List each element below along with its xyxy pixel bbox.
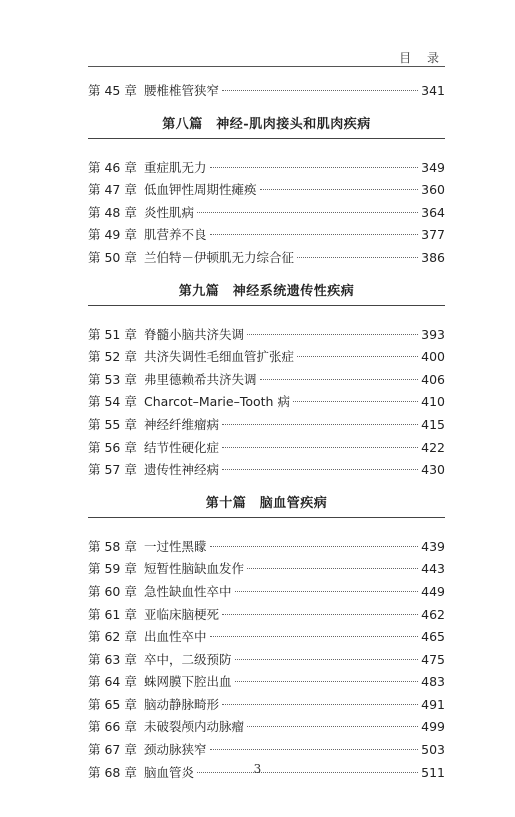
toc-entry (88, 437, 445, 460)
chapter-number: 第 57 章 (88, 462, 137, 478)
chapter-title: 急性缺血性卒中 (144, 583, 232, 599)
chapter-page-number: 393 (421, 326, 445, 342)
chapter-page-number: 415 (421, 416, 445, 432)
chapter-title: 脑动静脉畸形 (144, 696, 220, 712)
chapter-title: 出血性卒中 (144, 629, 207, 645)
chapter-title: 共济失调性毛细血管扩张症 (144, 349, 295, 365)
chapter-title: 兰伯特－伊顿肌无力综合征 (144, 249, 295, 265)
chapter-number: 第 45 章 (88, 83, 137, 98)
dot-leader (210, 546, 419, 547)
chapter-title: 蛛网膜下腔出血 (144, 674, 232, 690)
dot-leader (222, 469, 418, 470)
dot-leader (222, 424, 418, 425)
dot-leader (235, 591, 419, 592)
chapter-title: 神经纤维瘤病 (144, 416, 220, 432)
dot-leader (297, 356, 418, 357)
chapter-number: 第 54 章 (88, 394, 137, 410)
chapter-page-number: 410 (421, 394, 445, 410)
chapter-page-number: 439 (421, 538, 445, 554)
toc-entry (88, 80, 445, 103)
chapter-title: 肌营养不良 (144, 227, 207, 243)
chapter-number: 第 62 章 (88, 629, 137, 645)
dot-leader (210, 167, 419, 168)
chapter-number: 第 48 章 (88, 204, 137, 220)
chapter-number: 第 60 章 (88, 583, 137, 599)
dot-leader (235, 681, 419, 682)
chapter-title: 重症肌无力 (144, 159, 207, 175)
dot-leader (197, 212, 418, 213)
chapter-title: 脊髓小脑共济失调 (144, 326, 245, 342)
chapter-number: 第 53 章 (88, 371, 137, 387)
toc-entry (88, 536, 445, 559)
chapter-number: 第 47 章 (88, 182, 137, 198)
dot-leader (210, 234, 419, 235)
dot-leader (293, 401, 418, 402)
chapter-page-number: 499 (421, 719, 445, 735)
chapter-page-number: 475 (421, 651, 445, 667)
chapter-page-number: 386 (421, 249, 445, 265)
page-number: 3 (253, 762, 262, 776)
dot-leader (235, 659, 419, 660)
chapter-title: 亚临床脑梗死 (144, 606, 220, 622)
chapter-number: 第 46 章 (88, 159, 137, 175)
chapter-page-number: 443 (421, 561, 445, 577)
part-heading (88, 482, 445, 536)
chapter-page-number: 360 (421, 182, 445, 198)
dot-leader (297, 257, 418, 258)
chapter-title: 脑血管炎 (144, 764, 195, 780)
chapter-page-number: 449 (421, 583, 445, 599)
part-heading (88, 103, 445, 157)
toc-entry (88, 739, 445, 762)
chapter-number: 第 61 章 (88, 606, 137, 622)
chapter-title: 颈动脉狭窄 (144, 742, 207, 758)
toc-entry (88, 604, 445, 627)
toc-entry (88, 649, 445, 672)
chapter-page-number: 422 (421, 439, 445, 455)
chapter-number: 第 59 章 (88, 561, 137, 577)
chapter-title: 炎性肌病 (144, 204, 195, 220)
toc-entry (88, 671, 445, 694)
chapter-page-number: 465 (421, 629, 445, 645)
chapter-page-number: 503 (421, 742, 445, 758)
chapter-page-number: 341 (421, 83, 445, 98)
part-title: 第八篇 神经-肌肉接头和肌肉疾病 (162, 116, 371, 132)
chapter-title: 低血钾性周期性瘫痪 (144, 182, 257, 198)
header-rule (88, 66, 445, 67)
part-title: 第十篇 脑血管疾病 (205, 495, 328, 511)
chapter-page-number: 400 (421, 349, 445, 365)
chapter-title: 弗里德赖希共济失调 (144, 371, 257, 387)
running-head: 目 录 (399, 51, 445, 65)
dot-leader (222, 90, 418, 91)
chapter-page-number: 364 (421, 204, 445, 220)
chapter-number: 第 50 章 (88, 249, 137, 265)
dot-leader (222, 447, 418, 448)
part-heading (88, 270, 445, 324)
toc-entry (88, 414, 445, 437)
toc-entry (88, 581, 445, 604)
chapter-page-number: 349 (421, 159, 445, 175)
dot-leader (222, 614, 418, 615)
chapter-number: 第 49 章 (88, 227, 137, 243)
dot-leader (260, 379, 419, 380)
dot-leader (247, 334, 418, 335)
chapter-title: 卒中，二级预防 (144, 651, 232, 667)
chapter-number: 第 51 章 (88, 326, 137, 342)
toc-entry (88, 716, 445, 739)
toc-entry (88, 369, 445, 392)
part-rule (88, 138, 445, 139)
toc-entry (88, 179, 445, 202)
chapter-number: 第 56 章 (88, 439, 137, 455)
toc-entry (88, 157, 445, 180)
chapter-page-number: 462 (421, 606, 445, 622)
toc-entry (88, 346, 445, 369)
chapter-page-number: 483 (421, 674, 445, 690)
chapter-number: 第 65 章 (88, 696, 137, 712)
dot-leader (247, 726, 418, 727)
toc-entry (88, 247, 445, 270)
part-rule (88, 517, 445, 518)
chapter-page-number: 511 (421, 764, 445, 780)
chapter-number: 第 67 章 (88, 742, 137, 758)
toc-entry (88, 391, 445, 414)
chapter-title: 未破裂颅内动脉瘤 (144, 719, 245, 735)
toc-entry (88, 626, 445, 649)
table-of-contents (88, 80, 445, 784)
toc-entry (88, 324, 445, 347)
chapter-title: 腰椎椎管狭窄 (144, 83, 220, 98)
chapter-number: 第 66 章 (88, 719, 137, 735)
dot-leader (222, 704, 418, 705)
chapter-number: 第 52 章 (88, 349, 137, 365)
dot-leader (210, 636, 419, 637)
chapter-page-number: 406 (421, 371, 445, 387)
dot-leader (247, 568, 418, 569)
chapter-title: 结节性硬化症 (144, 439, 220, 455)
part-rule (88, 305, 445, 306)
toc-entry (88, 558, 445, 581)
chapter-page-number: 430 (421, 462, 445, 478)
chapter-title: 短暂性脑缺血发作 (144, 561, 245, 577)
toc-entry (88, 694, 445, 717)
chapter-number: 第 58 章 (88, 538, 137, 554)
chapter-number: 第 68 章 (88, 764, 137, 780)
chapter-number: 第 64 章 (88, 674, 137, 690)
chapter-title: Charcot–Marie–Tooth 病 (144, 394, 290, 410)
toc-entry (88, 202, 445, 225)
chapter-title: 一过性黑矇 (144, 538, 207, 554)
toc-entry (88, 224, 445, 247)
chapter-title: 遗传性神经病 (144, 462, 220, 478)
toc-entry (88, 459, 445, 482)
chapter-number: 第 55 章 (88, 416, 137, 432)
chapter-number: 第 63 章 (88, 651, 137, 667)
chapter-page-number: 491 (421, 696, 445, 712)
part-title: 第九篇 神经系统遗传性疾病 (178, 283, 355, 299)
dot-leader (260, 189, 419, 190)
dot-leader (210, 749, 419, 750)
chapter-page-number: 377 (421, 227, 445, 243)
